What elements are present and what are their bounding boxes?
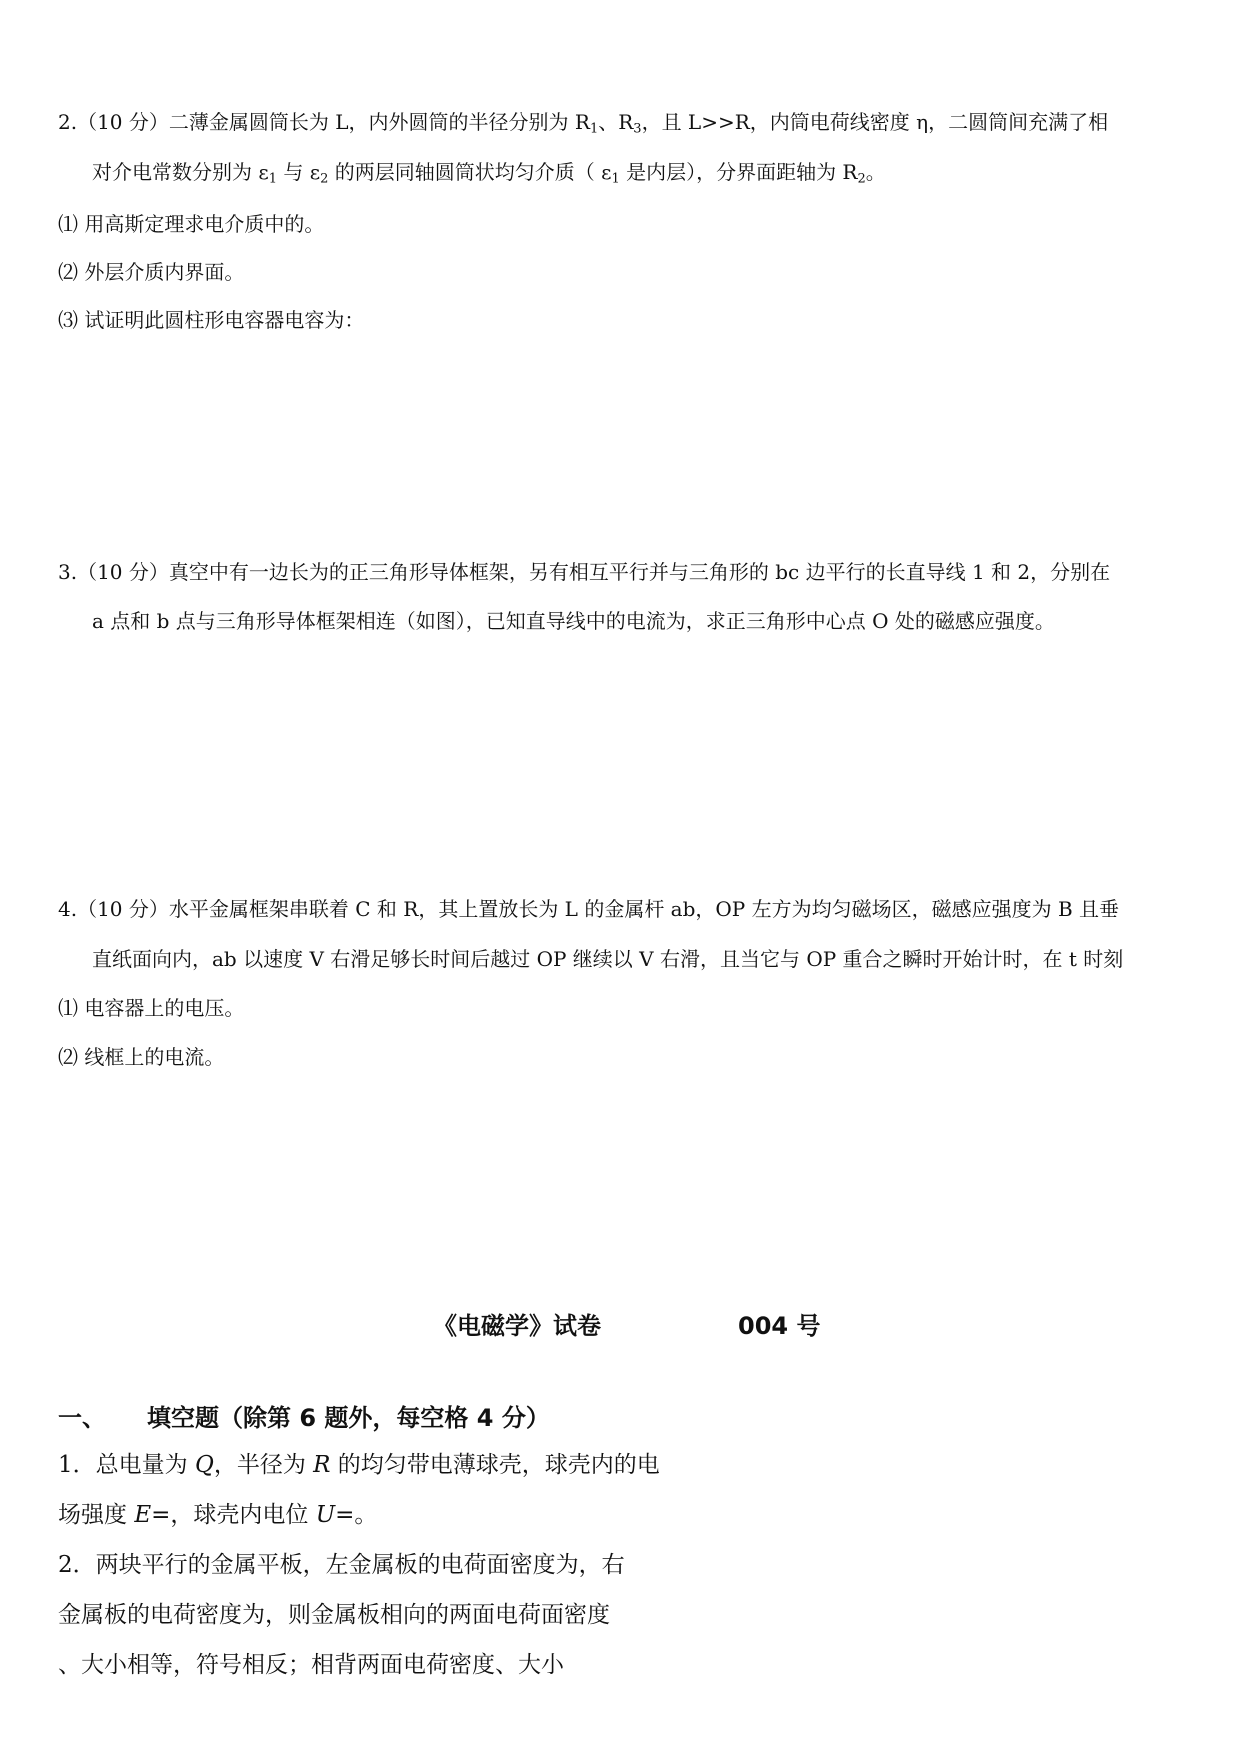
fill-question-1-line-1 bbox=[58, 1446, 660, 1479]
subscript: 2 bbox=[857, 171, 866, 187]
problem-4-line-1: 4.（10 分）水平金属框架串联着 C 和 R，其上置放长为 L 的金属杆 ab，OP 左方为均匀磁场区，磁感应强度为 B 且垂 bbox=[58, 897, 1120, 921]
text-segment: 的两层同轴圆筒状均匀介质（ ε bbox=[328, 160, 612, 184]
text-segment: 、R bbox=[598, 110, 634, 134]
variable-e: E bbox=[134, 1502, 152, 1528]
text-segment: =，球壳内电位 bbox=[151, 1502, 316, 1528]
problem-4-line-2: 直纸面向内，ab 以速度 V 右滑足够长时间后越过 OP 继续以 V 右滑，且当它与 OP 重合之瞬时开始计时，在 t 时刻 bbox=[92, 947, 1124, 971]
problem-3-line-2: a 点和 b 点与三角形导体框架相连（如图），已知直导线中的电流为，求正三角形中心点 O 处的磁感应强度。 bbox=[92, 609, 1055, 633]
subscript: 1 bbox=[589, 121, 599, 137]
subscript: 3 bbox=[633, 121, 642, 137]
section-one-heading: 填空题（除第 6 题外，每空格 4 分） bbox=[147, 1404, 550, 1432]
fill-question-1-line-2 bbox=[58, 1496, 377, 1529]
text-segment: =。 bbox=[335, 1502, 378, 1528]
text-segment: 对介电常数分别为 ε bbox=[92, 160, 269, 184]
exam-title: 《电磁学》试卷 bbox=[433, 1312, 601, 1340]
text-segment: 。 bbox=[865, 160, 886, 184]
subscript: 2 bbox=[320, 171, 329, 187]
fill-question-2-line-1: 2．两块平行的金属平板，左金属板的电荷面密度为，右 bbox=[58, 1552, 625, 1578]
section-one-number: 一、 bbox=[58, 1404, 106, 1432]
problem-4-question-2: ⑵ 线框上的电流。 bbox=[58, 1045, 225, 1069]
text-segment: ，且 L>>R，内筒电荷线密度 η，二圆筒间充满了相 bbox=[641, 110, 1109, 134]
text-segment: 2.（10 分）二薄金属圆筒长为 L，内外圆筒的半径分别为 R bbox=[58, 110, 590, 134]
exam-number: 004 号 bbox=[738, 1312, 821, 1340]
subscript: 1 bbox=[611, 171, 620, 187]
text-segment: 是内层），分界面距轴为 R bbox=[619, 160, 858, 184]
text-segment: 场强度 bbox=[58, 1502, 135, 1528]
text-segment: 1．总电量为 bbox=[58, 1452, 195, 1478]
variable-q: Q bbox=[194, 1452, 214, 1478]
text-segment: ，半径为 bbox=[213, 1452, 314, 1478]
fill-question-2-line-3: 、大小相等，符号相反；相背两面电荷密度、大小 bbox=[58, 1652, 564, 1678]
problem-2-line-1 bbox=[58, 106, 1108, 135]
problem-3-line-1: 3.（10 分）真空中有一边长为的正三角形导体框架，另有相互平行并与三角形的 bc 边平行的长直导线 1 和 2，分别在 bbox=[58, 560, 1111, 584]
fill-question-2-line-2: 金属板的电荷密度为，则金属板相向的两面电荷面密度 bbox=[58, 1602, 610, 1628]
problem-2-question-3: ⑶ 试证明此圆柱形电容器电容为： bbox=[58, 308, 365, 332]
problem-2-question-1: ⑴ 用高斯定理求电介质中的。 bbox=[58, 212, 325, 236]
variable-u: U bbox=[315, 1502, 336, 1528]
problem-2-line-2 bbox=[92, 156, 886, 185]
problem-2-question-2: ⑵ 外层介质内界面。 bbox=[58, 260, 245, 284]
text-segment: 与 ε bbox=[277, 160, 321, 184]
text-segment: 的均匀带电薄球壳，球壳内的电 bbox=[330, 1452, 660, 1478]
variable-r: R bbox=[313, 1452, 331, 1478]
problem-4-question-1: ⑴ 电容器上的电压。 bbox=[58, 996, 245, 1020]
subscript: 1 bbox=[268, 171, 277, 187]
